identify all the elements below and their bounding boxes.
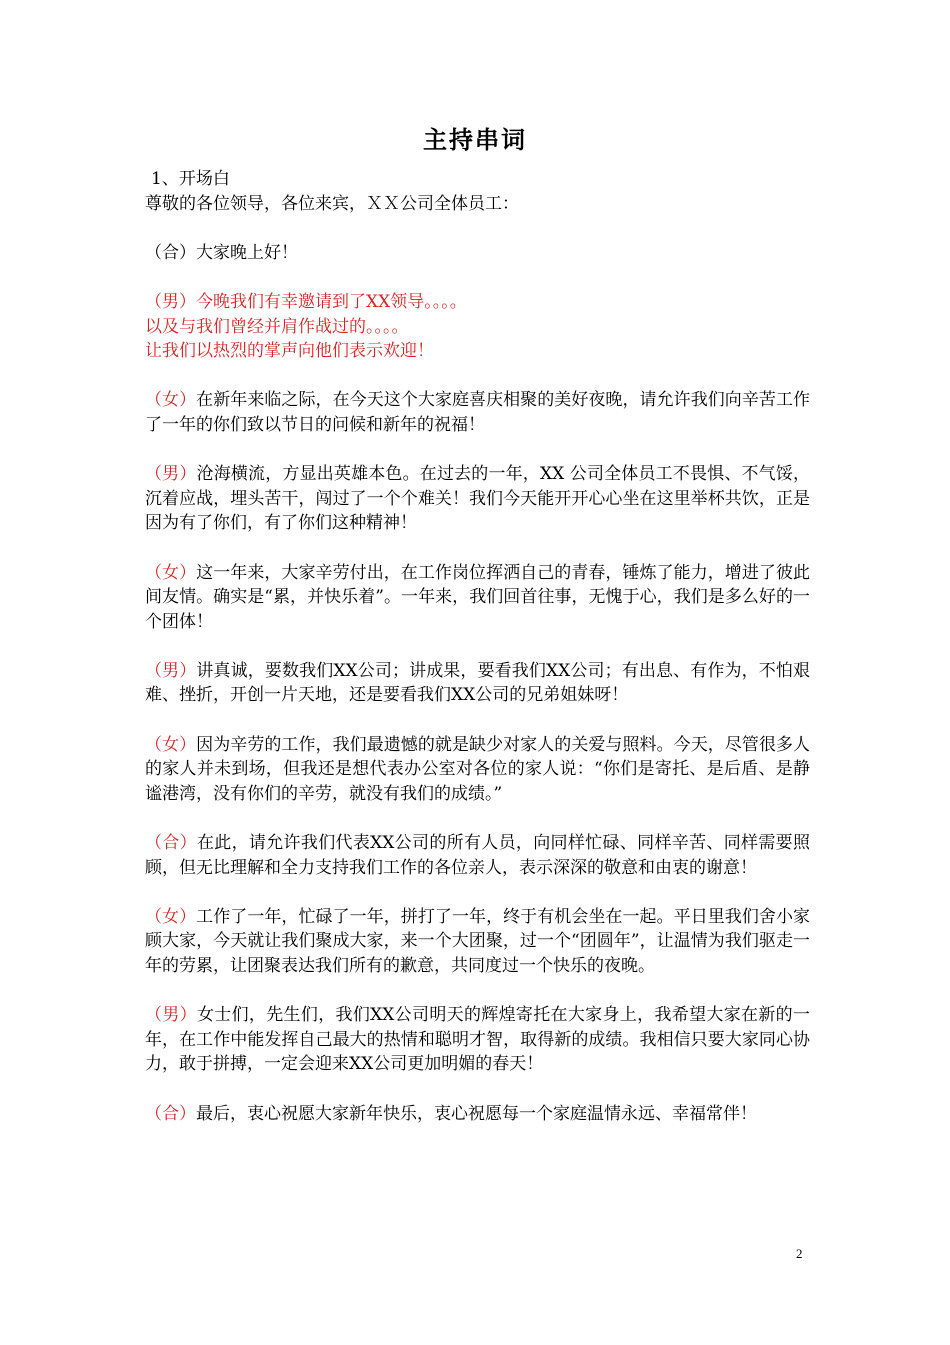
- paragraph-text: 在此，请允许我们代表XX公司的所有人员，向同样忙碌、同样辛苦、同样需要照顾，但无比理解和全力支持我们工作的各位亲人，表示深深的敬意和由衷的谢意！: [145, 833, 810, 878]
- paragraph-3: [145, 388, 810, 437]
- speaker-role: （女）: [145, 390, 197, 411]
- red-line-2: 让我们以热烈的掌声向他们表示欢迎！: [145, 341, 434, 362]
- paragraph-8: [145, 831, 810, 880]
- page-number: 2: [796, 1246, 803, 1261]
- paragraph-10: [145, 1003, 810, 1077]
- paragraph-4: [145, 462, 810, 536]
- speaker-role: （女）: [145, 562, 197, 583]
- paragraph-6: [145, 659, 810, 708]
- paragraph-1: [145, 241, 810, 266]
- paragraph-text: 最后，衷心祝愿大家新年快乐，衷心祝愿每一个家庭温情永远、幸福常伴！: [196, 1103, 757, 1124]
- speaker-role: （合）: [145, 1103, 196, 1124]
- paragraph-text: 这一年来，大家辛劳付出，在工作岗位挥洒自己的青春，锤炼了能力，增进了彼此间友情。确实是“累，并快乐着”。一年来，我们回首往事，无愧于心，我们是多么好的一个团体！: [145, 562, 811, 632]
- speaker-role: （女）: [145, 734, 197, 755]
- speaker-role: （男）: [145, 291, 196, 312]
- paragraph-11: [145, 1102, 810, 1127]
- paragraph-text: 今晚我们有幸邀请到了XX领导。。。。: [196, 291, 467, 312]
- paragraph-text: 在新年来临之际，在今天这个大家庭喜庆相聚的美好夜晚，请允许我们向辛苦工作了一年的你们致以节日的问候和新年的祝福！: [145, 390, 811, 435]
- speaker-role: （男）: [145, 660, 197, 681]
- document-body: [145, 167, 810, 1126]
- paragraph-9: [145, 905, 810, 979]
- paragraph-7: [145, 733, 810, 807]
- paragraph-2: [145, 290, 810, 315]
- document-title: 主持串词: [423, 126, 527, 154]
- paragraph-text: 沧海横流，方显出英雄本色。在过去的一年，XX 公司全体员工不畏惧、不气馁，沉着应战，埋头苦干，闯过了一个个难关！我们今天能开开心心坐在这里举杯共饮，正是因为有了你们，有了你们这种精神！: [145, 464, 811, 534]
- salutation: 尊敬的各位领导，各位来宾，ＸＸ公司全体员工：: [145, 193, 519, 214]
- paragraph-text: 因为辛劳的工作，我们最遗憾的就是缺少对家人的关爱与照料。今天，尽管很多人的家人并未到场，但我还是想代表办公室对各位的家人说：“你们是寄托、是后盾、是静谧港湾，没有你们的辛劳，就没有我们的成绩。”: [145, 734, 811, 804]
- speaker-role: （合）: [145, 833, 197, 854]
- speaker-role: （男）: [145, 464, 197, 485]
- paragraph-text: 工作了一年，忙碌了一年，拼打了一年，终于有机会坐在一起。平日里我们舍小家顾大家，今天就让我们聚成大家，来一个大团聚，过一个“团圆年”，让温情为我们驱走一年的劳累，让团聚表达我们所有的歉意，共同度过一个快乐的夜晚。: [145, 906, 811, 976]
- speaker-role: （合）: [145, 242, 196, 263]
- paragraph-text: 讲真诚，要数我们XX公司；讲成果，要看我们XX公司；有出息、有作为，不怕艰难、挫折，开创一片天地，还是要看我们XX公司的兄弟姐妹呀！: [145, 660, 810, 706]
- paragraph-text: 大家晚上好！: [196, 242, 298, 263]
- paragraph-text: 女士们，先生们，我们XX公司明天的辉煌寄托在大家身上，我希望大家在新的一年，在工作中能发挥自己最大的热情和聪明才智，取得新的成绩。我相信只要大家同心协力，敢于拼搏，一定会迎来XX公司更加明媚的春天！: [145, 1005, 810, 1075]
- section-heading: 1、开场白: [151, 169, 230, 189]
- speaker-role: （男）: [145, 1005, 197, 1026]
- paragraph-5: [145, 561, 810, 635]
- speaker-role: （女）: [145, 906, 197, 927]
- red-line-1: 以及与我们曾经并肩作战过的。。。。: [145, 316, 409, 337]
